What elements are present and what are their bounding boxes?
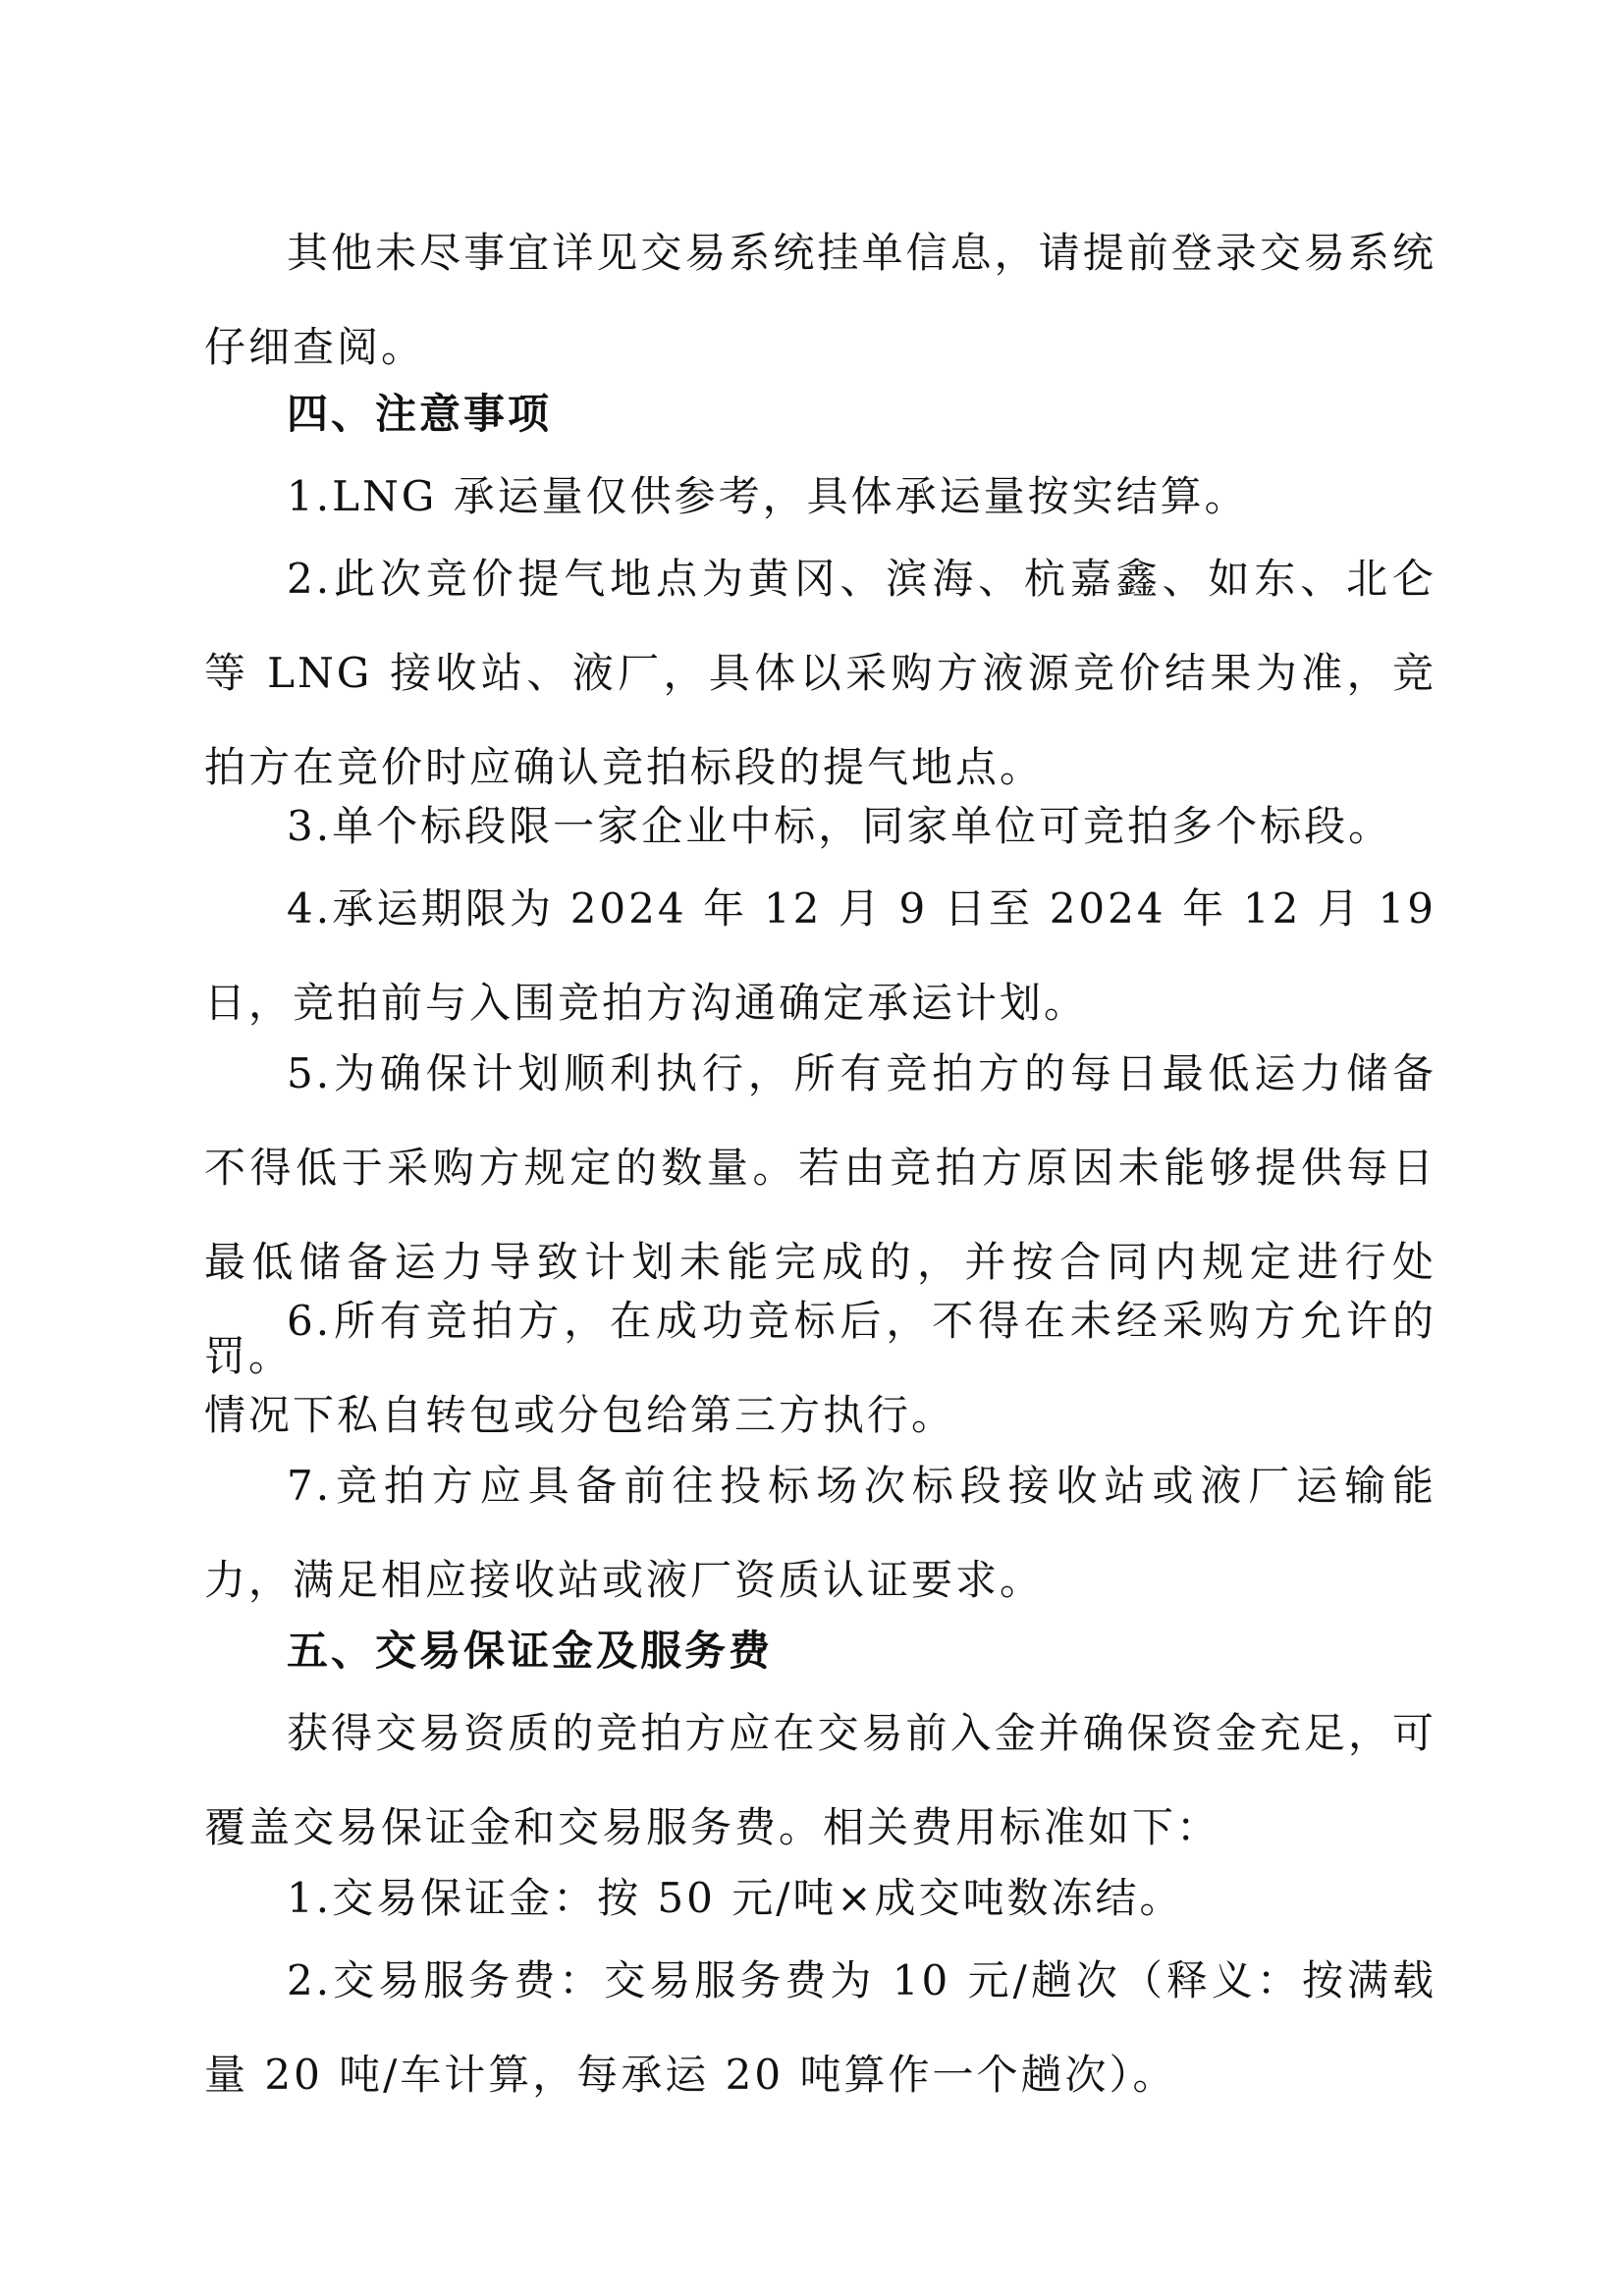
section-4-heading: 四、注意事项 xyxy=(287,390,553,438)
section-4-item-4: 4.承运期限为 2024 年 12 月 9 日至 2024 年 12 月 19 日，竞拍前与入围竞拍方沟通确定承运计划。 xyxy=(204,884,1436,1027)
section-5-heading: 五、交易保证金及服务费 xyxy=(287,1627,774,1675)
section-4-item-5: 5.为确保计划顺利执行，所有竞拍方的每日最低运力储备不得低于采购方规定的数量。若由竞拍方原因未能够提供每日最低储备运力导致计划未能完成的，并按合同内规定进行处罚。 xyxy=(204,1049,1436,1380)
intro-paragraph: 其他未尽事宜详见交易系统挂单信息，请提前登录交易系统仔细查阅。 xyxy=(204,229,1436,371)
section-5-item-2: 2.交易服务费：交易服务费为 10 元/趟次（释义：按满载量 20 吨/车计算，每承运 20 吨算作一个趟次）。 xyxy=(204,1956,1436,2099)
section-4-item-1: 1.LNG 承运量仅供参考，具体承运量按实结算。 xyxy=(287,472,1249,520)
section-4-item-2: 2.此次竞价提气地点为黄冈、滨海、杭嘉鑫、如东、北仑等 LNG 接收站、液厂，具体以采购方液源竞价结果为准，竞拍方在竞价时应确认竞拍标段的提气地点。 xyxy=(204,555,1436,791)
section-5-intro: 获得交易资质的竞拍方应在交易前入金并确保资金充足，可覆盖交易保证金和交易服务费。相关费用标准如下： xyxy=(204,1709,1436,1851)
section-4-item-3: 3.单个标段限一家企业中标，同家单位可竞拍多个标段。 xyxy=(287,802,1393,850)
section-5-item-1: 1.交易保证金：按 50 元/吨×成交吨数冻结。 xyxy=(287,1874,1184,1922)
section-4-item-7: 7.竞拍方应具备前往投标场次标段接收站或液厂运输能力，满足相应接收站或液厂资质认证要求。 xyxy=(204,1462,1436,1604)
section-4-item-6: 6.所有竞拍方，在成功竞标后，不得在未经采购方允许的情况下私自转包或分包给第三方执行。 xyxy=(204,1297,1436,1439)
